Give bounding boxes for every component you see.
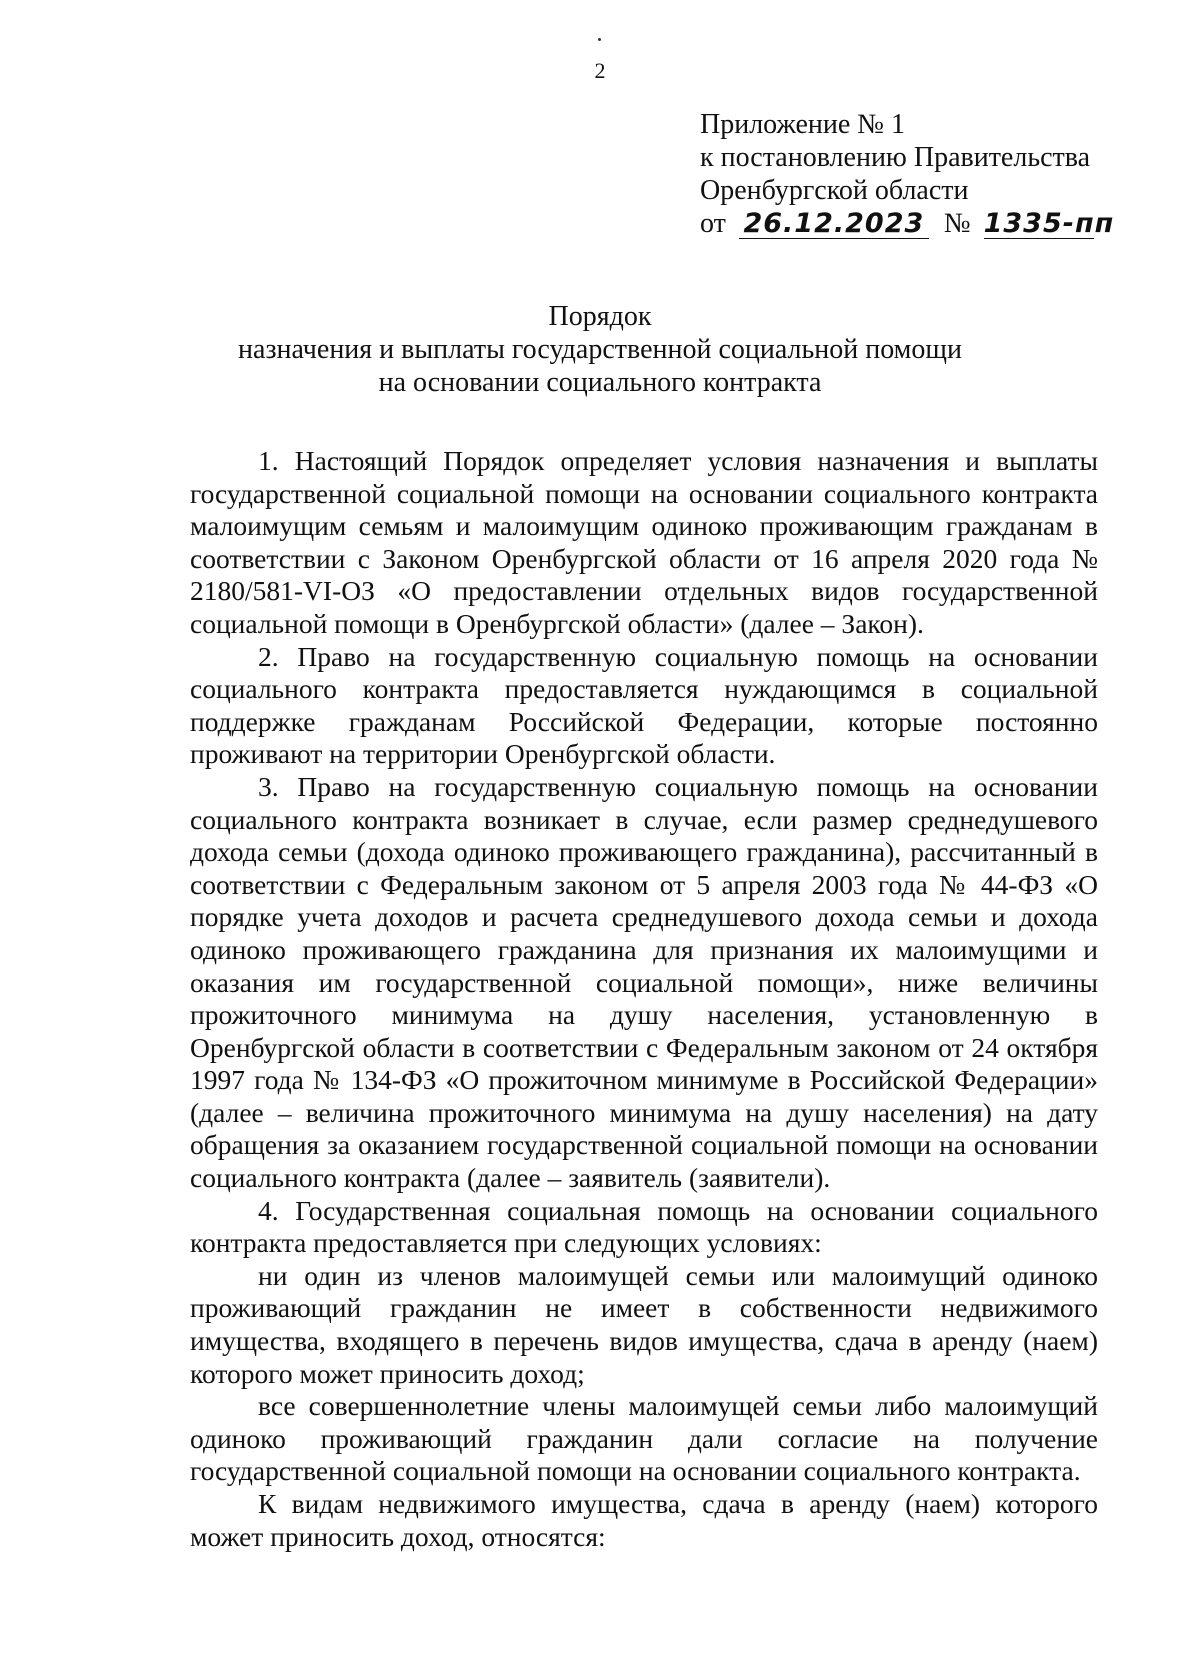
title-subtitle-line1: назначения и выплаты государственной социальной помощи — [238, 334, 962, 365]
title-subtitle-line2: на основании социального контракта — [378, 367, 822, 398]
number-prefix: № — [943, 208, 971, 239]
paragraph-property-types: К видам недвижимого имущества, сдача в аренду (наем) которого может приносить доход, относятся: — [190, 1488, 1098, 1552]
paragraph-4-condition-1: ни один из членов малоимущей семьи или малоимущий одиноко проживающий гражданин не имеет в собственности недвижимого имущества, входящего в перечень видов имущества, сдача в аренду (наем) которого может приносить доход; — [190, 1259, 1098, 1389]
appendix-header — [700, 108, 1160, 240]
title-heading: Порядок — [548, 301, 652, 332]
paragraph-4: 4. Государственная социальная помощь на основании социального контракта предоставляется при следующих условиях: — [190, 1194, 1098, 1259]
document-body — [190, 445, 1098, 1553]
handwritten-number: 1335-пп — [983, 208, 1115, 239]
handwritten-date: 26.12.2023 — [739, 210, 929, 239]
appendix-title: Приложение № 1 — [700, 109, 905, 140]
document-title — [0, 300, 1200, 399]
appendix-date-line — [700, 207, 1160, 240]
paragraph-2: 2. Право на государственную социальную помощь на основании социального контракта предоставляется нуждающимся в социальной поддержке гражданам Российской Федерации, которые постоянно проживают на территории Оренбургской области. — [190, 640, 1098, 770]
scan-speck — [598, 38, 601, 41]
paragraph-1: 1. Настоящий Порядок определяет условия назначения и выплаты государственной социальной помощи на основании социального контракта малоимущим семьям и малоимущим одиноко проживающим гражданам в соответствии с Законом Оренбургской области от 16 апреля 2020 года № 2180/581-VI-ОЗ «О предоставлении отдельных видов государственной социальной помощи в Оренбургской области» (далее – Закон). — [190, 445, 1098, 639]
appendix-reference: к постановлению Правительства — [700, 142, 1091, 173]
paragraph-3: 3. Право на государственную социальную помощь на основании социального контракта возникает в случае, если размер среднедушевого дохода семьи (дохода одиноко проживающего гражданина), рассчитанный в соответствии с Федеральным законом от 5 апреля 2003 года № 44-ФЗ «О порядке учета доходов и расчета среднедушевого дохода семьи и дохода одиноко проживающего гражданина для признания их малоимущими и оказания им государственной социальной помощи», ниже величины прожиточного минимума на душу населения, установленную в Оренбургской области в соответствии с Федеральным законом от 24 октября 1997 года № 134-ФЗ «О прожиточном минимуме в Российской Федерации» (далее – величина прожиточного минимума на душу населения) на дату обращения за оказанием государственной социальной помощи на основании социального контракта (далее – заявитель (заявители). — [190, 770, 1098, 1194]
page-number: 2 — [594, 58, 606, 83]
paragraph-4-condition-2: все совершеннолетние члены малоимущей семьи либо малоимущий одиноко проживающий гражданин дали согласие на получение государственной социальной помощи на основании социального контракта. — [190, 1390, 1098, 1487]
appendix-region: Оренбургской области — [700, 175, 969, 206]
date-prefix: от — [700, 208, 726, 239]
